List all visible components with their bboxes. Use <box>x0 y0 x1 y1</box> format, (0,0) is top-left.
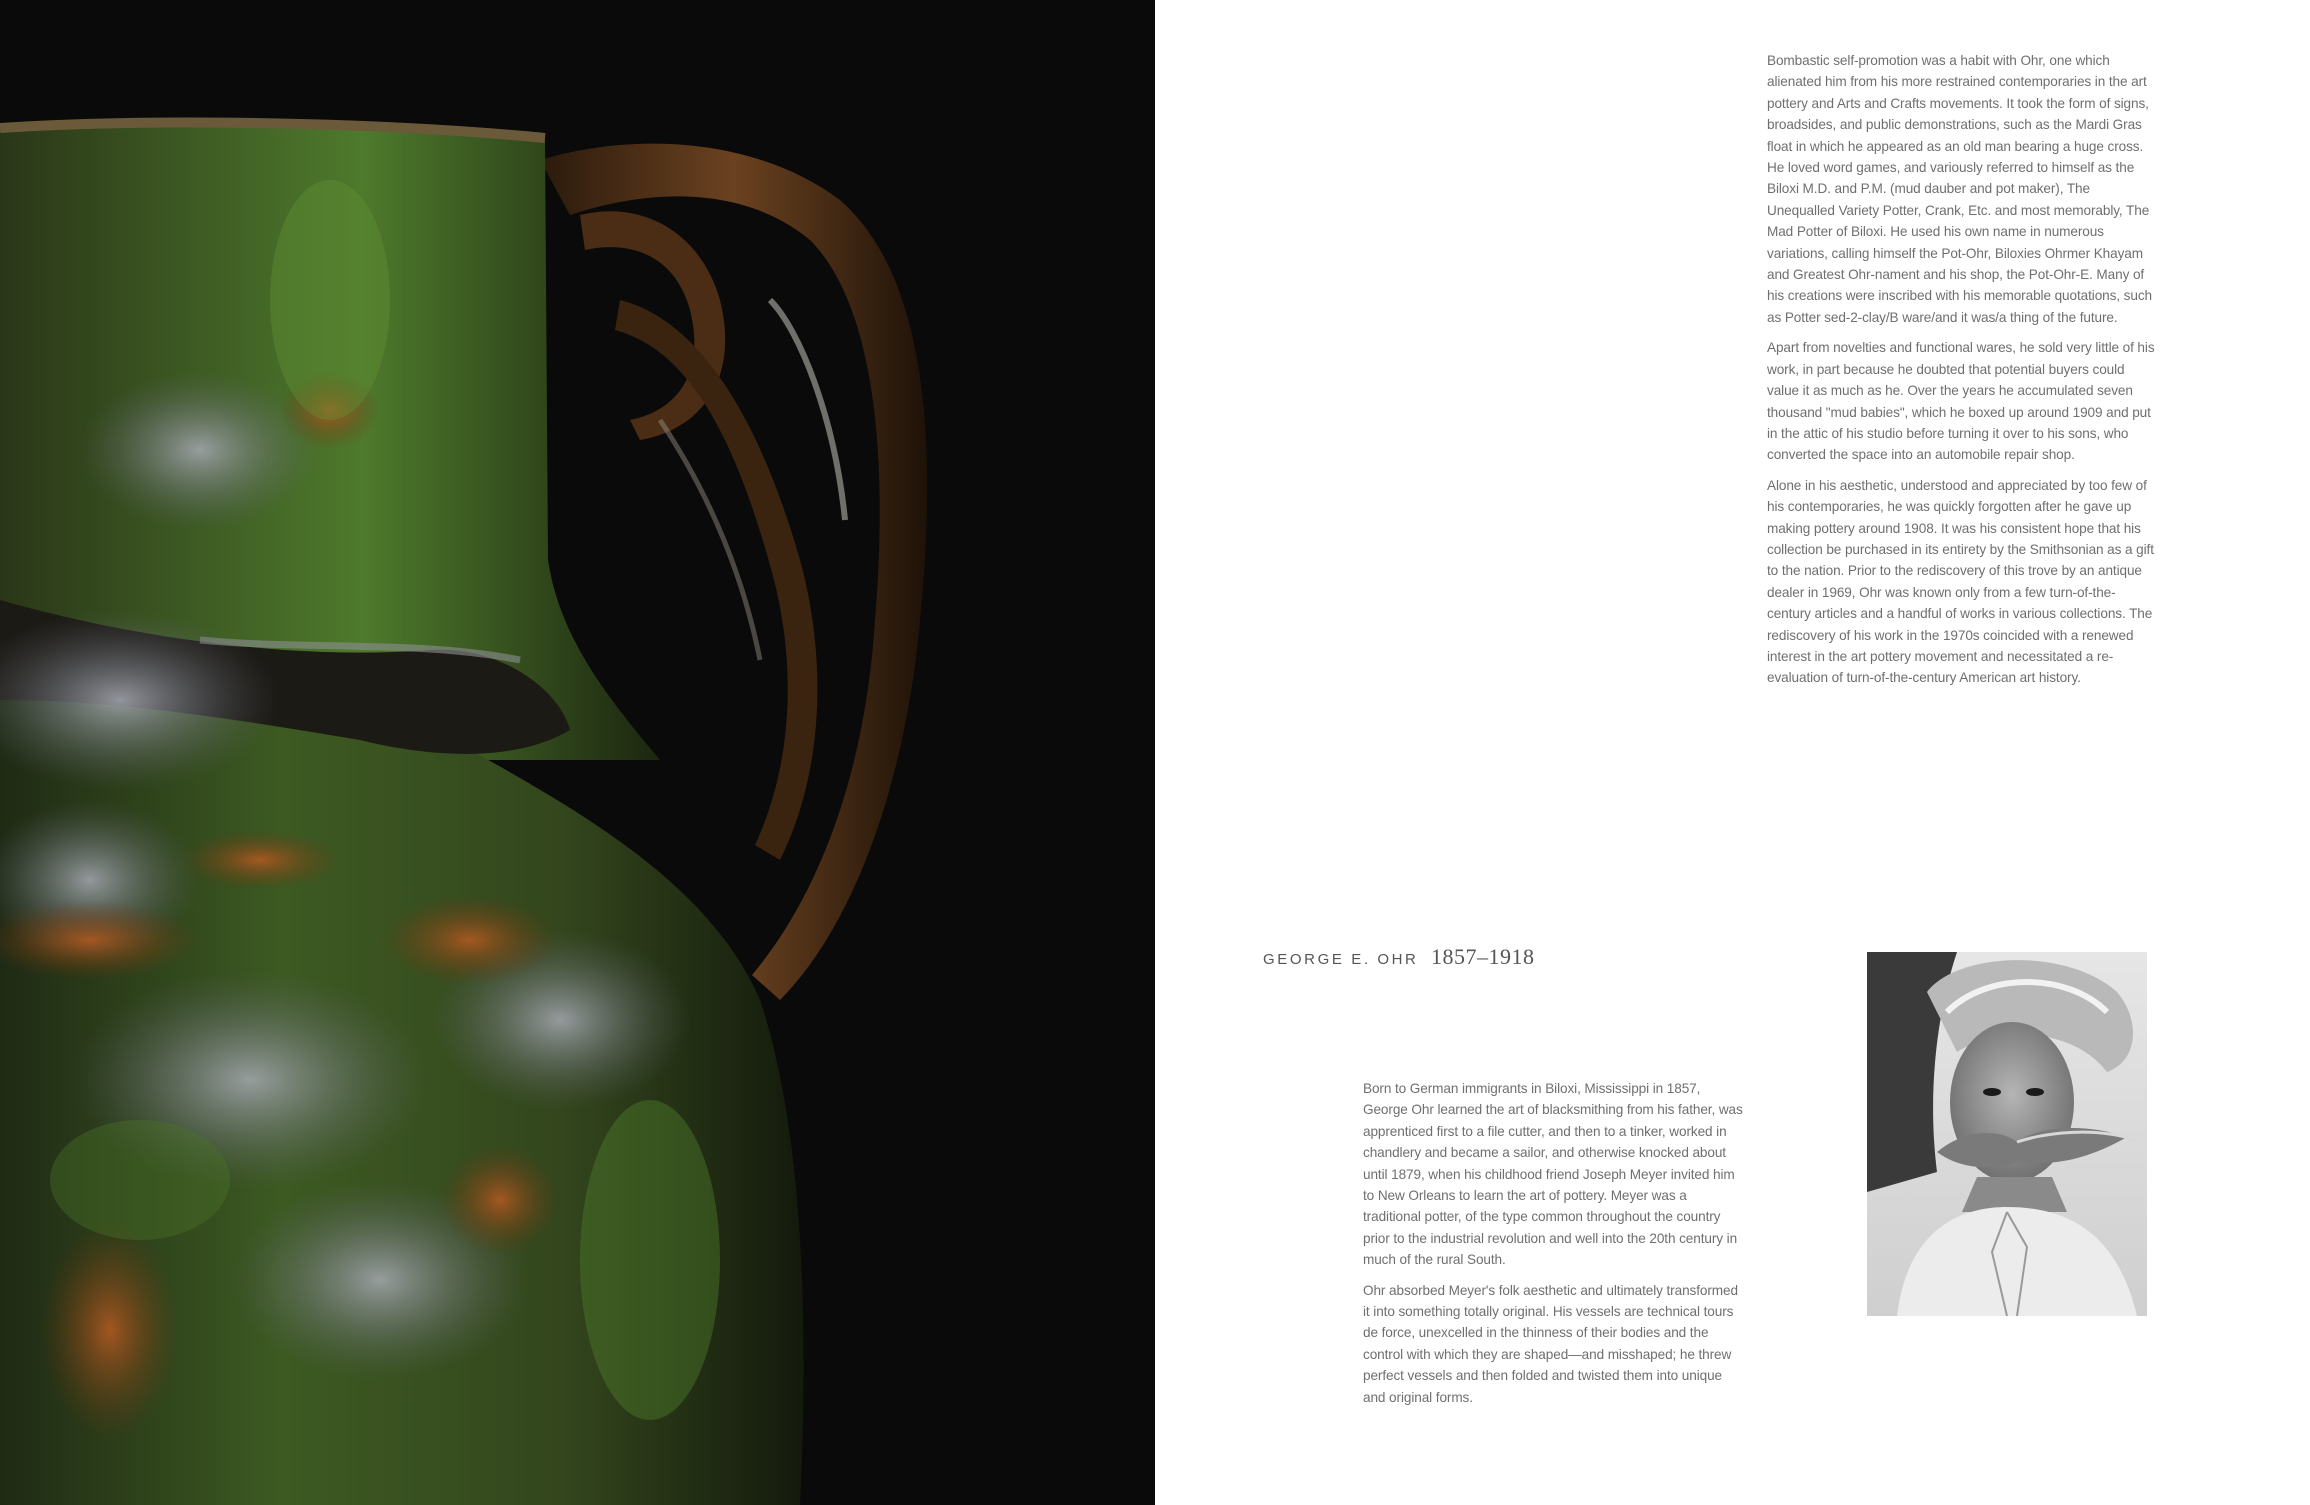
lower-paragraph: Ohr absorbed Meyer's folk aesthetic and ultimately transformed it into something totally original. His vessels are technical tours de force, unexcelled in the thinness of their bodies and the control with which they are shaped—and misshaped; he threw perfect vessels and then folded and twisted them into unique and original forms. <box>1363 1282 1738 1405</box>
heading-dates: 1857–1918 <box>1430 944 1535 969</box>
lower-paragraph: Born to German immigrants in Biloxi, Mississippi in 1857, George Ohr learned the art of blacksmithing from his father, was apprenticed first to a file cutter, and then to a tinker, worked in chandlery and became a sailor, and otherwise knocked about until 1879, when his childhood friend Joseph Meyer invited him to New Orleans to learn the art of pottery. Meyer was a traditional potter, of the type common throughout the country prior to the industrial revolution and well into the 20th century in much of the rural South. <box>1363 1081 1743 1268</box>
lower-text-column <box>1363 1078 1745 1417</box>
upper-paragraph: Alone in his aesthetic, understood and appreciated by too few of his contemporaries, he was quickly forgotten after he gave up making pottery around 1908. It was his consistent hope that his collection be purchased in its entirety by the Smithsonian as a gift to the nation. Prior to the rediscovery of this trove by an antique dealer in 1969, Ohr was known only from a few turn-of-the-century articles and a handful of works in various collections. The rediscovery of his work in the 1970s coincided with a renewed interest in the art pottery movement and necessitated a re-evaluation of turn-of-the-century American art history. <box>1767 477 2154 686</box>
upper-paragraph: Bombastic self-promotion was a habit with Ohr, one which alienated him from his more restrained contemporaries in the art pottery and Arts and Crafts movements. It took the form of signs, broadsides, and public demonstrations, such as the Mardi Gras float in which he appeared as an old man bearing a huge cross. He loved word games, and variously referred to himself as the Biloxi M.D. and P.M. (mud dauber and pot maker), The Unequalled Variety Potter, Crank, Etc. and most memorably, The Mad Potter of Biloxi. He used his own name in numerous variations, calling himself the Pot-Ohr, Biloxies Ohrmer Khayam and Greatest Ohr-nament and his shop, the Pot-Ohr-E. Many of his creations were inscribed with his memorable quotations, such as Potter sed-2-clay/B ware/and it was/a thing of the future. <box>1767 53 2152 325</box>
upper-paragraph: Apart from novelties and functional wares, he sold very little of his work, in part because he doubted that potential buyers could value it as much as he. Over the years he accumulated seven thousand "mud babies", which he boxed up around 1909 and put in the attic of his studio before turning it over to his sons, who converted the space into an automobile repair shop. <box>1767 340 2155 463</box>
text-page <box>1155 0 2310 1505</box>
section-heading <box>1263 944 1534 970</box>
portrait-photo <box>1867 952 2147 1316</box>
heading-name: GEORGE E. OHR <box>1263 951 1419 968</box>
upper-text-column <box>1767 50 2155 698</box>
